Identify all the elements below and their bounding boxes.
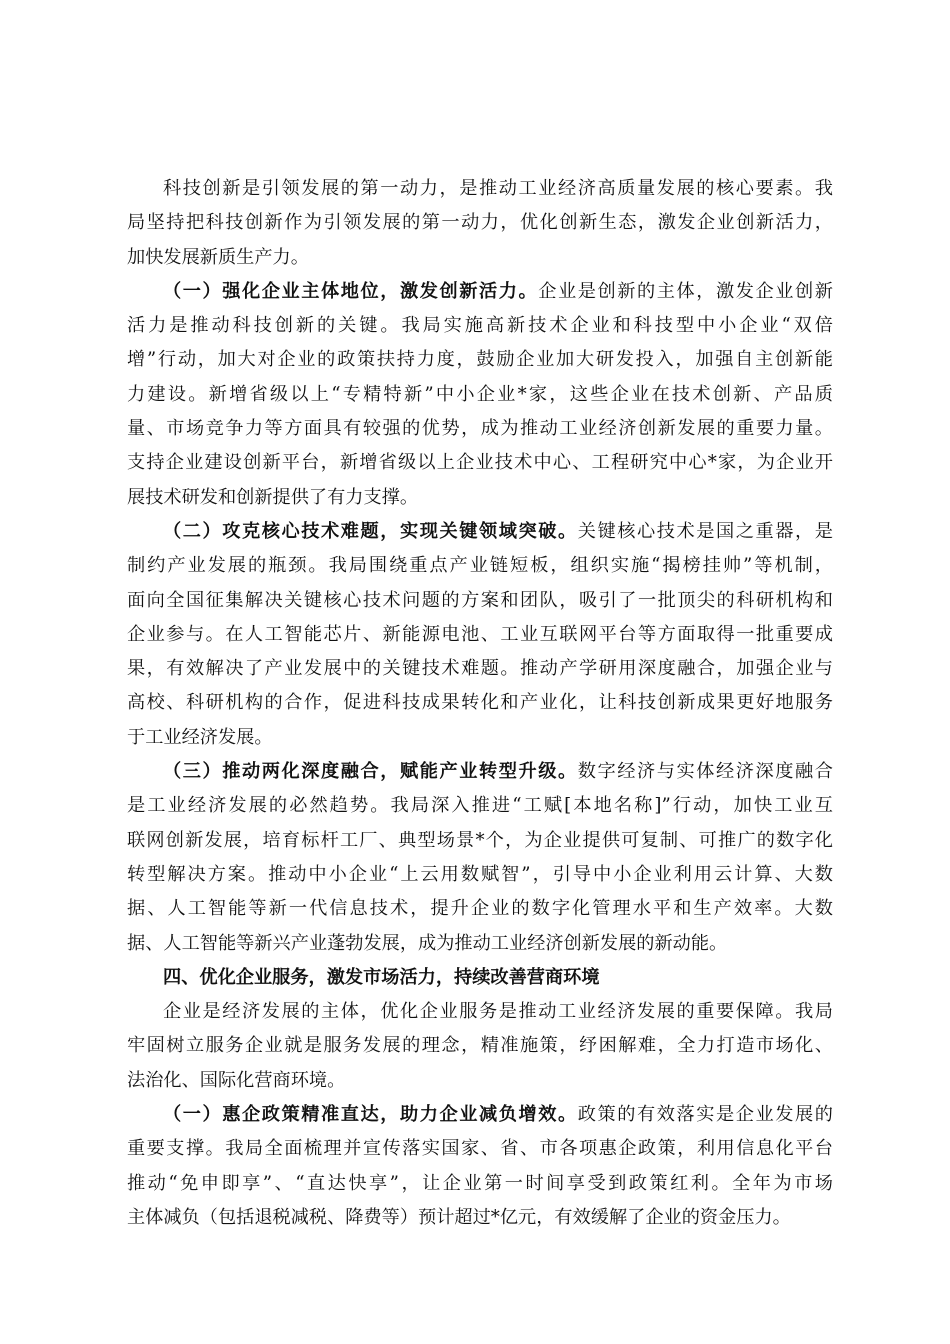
- paragraph-lead-heading: （一）强化企业主体地位，激发创新活力。: [163, 280, 539, 302]
- paragraph-line: [127, 618, 833, 652]
- line-text: 企业参与。在人工智能芯片、新能源电池、工业互联网平台等方面取得一批重要成: [127, 623, 833, 645]
- line-text: 于工业经济发展。: [127, 726, 273, 748]
- line-text: 关键核心技术是国之重器，是: [577, 520, 833, 542]
- line-text: 主体减负（包括退税减税、降费等）预计超过*亿元，有效缓解了企业的资金压力。: [127, 1206, 791, 1228]
- paragraph-line: [127, 343, 833, 377]
- paragraph-line: [127, 652, 833, 686]
- paragraph-line: [127, 1167, 833, 1201]
- paragraph-line: [127, 172, 833, 206]
- document-body: [127, 172, 833, 1235]
- paragraph-line: [127, 549, 833, 583]
- paragraph-line: [127, 481, 833, 515]
- line-text: 转型解决方案。推动中小企业“上云用数赋智”，引导中小企业利用云计算、大数: [127, 863, 833, 885]
- line-text: 推动“免申即享”、“直达快享”，让企业第一时间享受到政策红利。全年为市场: [127, 1172, 833, 1194]
- paragraph-line: [127, 686, 833, 720]
- paragraph-line: [127, 858, 833, 892]
- paragraph-line: [127, 1132, 833, 1166]
- line-text: 面向全国征集解决关键核心技术问题的方案和团队，吸引了一批顶尖的科研机构和: [127, 589, 833, 611]
- line-text: 据、人工智能等新一代信息技术，提升企业的数字化管理水平和生产效率。大数: [127, 898, 833, 920]
- line-text: 加快发展新质生产力。: [127, 246, 309, 268]
- paragraph-line: [127, 755, 833, 789]
- line-text: 量、市场竞争力等方面具有较强的优势，成为推动工业经济创新发展的重要力量。: [127, 418, 833, 440]
- paragraph-line: [127, 995, 833, 1029]
- line-text: 重要支撑。我局全面梳理并宣传落实国家、省、市各项惠企政策，利用信息化平台: [127, 1138, 833, 1160]
- paragraph-line: [127, 206, 833, 240]
- line-text: 企业是经济发展的主体，优化企业服务是推动工业经济发展的重要保障。我局: [163, 1001, 833, 1023]
- section-heading: [127, 961, 833, 995]
- line-text: 制约产业发展的瓶颈。我局围绕重点产业链短板，组织实施“揭榜挂帅”等机制，: [127, 555, 833, 577]
- line-text: 展技术研发和创新提供了有力支撑。: [127, 486, 419, 508]
- line-text: 力建设。新增省级以上“专精特新”中小企业*家，这些企业在技术创新、产品质: [127, 383, 833, 405]
- line-text: 四、优化企业服务，激发市场活力，持续改善营商环境: [163, 966, 600, 988]
- line-text: 据、人工智能等新兴产业蓬勃发展，成为推动工业经济创新发展的新动能。: [127, 932, 728, 954]
- paragraph-line: [127, 241, 833, 275]
- paragraph-lead-heading: （三）推动两化深度融合，赋能产业转型升级。: [163, 761, 578, 783]
- paragraph-line: [127, 412, 833, 446]
- paragraph-line: [127, 892, 833, 926]
- paragraph-line: [127, 789, 833, 823]
- paragraph-line: [127, 515, 833, 549]
- line-text: 企业是创新的主体，激发企业创新: [538, 280, 833, 302]
- line-text: 支持企业建设创新平台，新增省级以上企业技术中心、工程研究中心*家，为企业开: [127, 452, 833, 474]
- paragraph-lead-heading: （一）惠企政策精准直达，助力企业减负增效。: [163, 1104, 578, 1126]
- paragraph-line: [127, 1098, 833, 1132]
- line-text: 法治化、国际化营商环境。: [127, 1069, 346, 1091]
- paragraph-line: [127, 446, 833, 480]
- paragraph-line: [127, 378, 833, 412]
- line-text: 活力是推动科技创新的关键。我局实施高新技术企业和科技型中小企业“双倍: [127, 315, 833, 337]
- line-text: 局坚持把科技创新作为引领发展的第一动力，优化创新生态，激发企业创新活力，: [127, 212, 833, 234]
- line-text: 联网创新发展，培育标杆工厂、典型场景*个，为企业提供可复制、可推广的数字化: [127, 829, 833, 851]
- paragraph-line: [127, 309, 833, 343]
- line-text: 科技创新是引领发展的第一动力，是推动工业经济高质量发展的核心要素。我: [163, 178, 833, 199]
- paragraph-line: [127, 584, 833, 618]
- paragraph-line: [127, 1029, 833, 1063]
- paragraph-line: [127, 824, 833, 858]
- paragraph-line: [127, 1064, 833, 1098]
- paragraph-lead-heading: （二）攻克核心技术难题，实现关键领域突破。: [163, 520, 578, 542]
- paragraph-line: [127, 1201, 833, 1235]
- line-text: 是工业经济发展的必然趋势。我局深入推进“工赋[本地名称]”行动，加快工业互: [127, 795, 833, 817]
- paragraph-line: [127, 927, 833, 961]
- line-text: 政策的有效落实是企业发展的: [577, 1104, 833, 1126]
- line-text: 高校、科研机构的合作，促进科技成果转化和产业化，让科技创新成果更好地服务: [127, 692, 833, 714]
- paragraph-line: [127, 275, 833, 309]
- line-text: 牢固树立服务企业就是服务发展的理念，精准施策，纾困解难，全力打造市场化、: [127, 1035, 833, 1057]
- paragraph-line: [127, 721, 833, 755]
- line-text: 果，有效解决了产业发展中的关键技术难题。推动产学研用深度融合，加强企业与: [127, 658, 833, 680]
- line-text: 增”行动，加大对企业的政策扶持力度，鼓励企业加大研发投入，加强自主创新能: [127, 349, 833, 371]
- line-text: 数字经济与实体经济深度融合: [577, 761, 833, 783]
